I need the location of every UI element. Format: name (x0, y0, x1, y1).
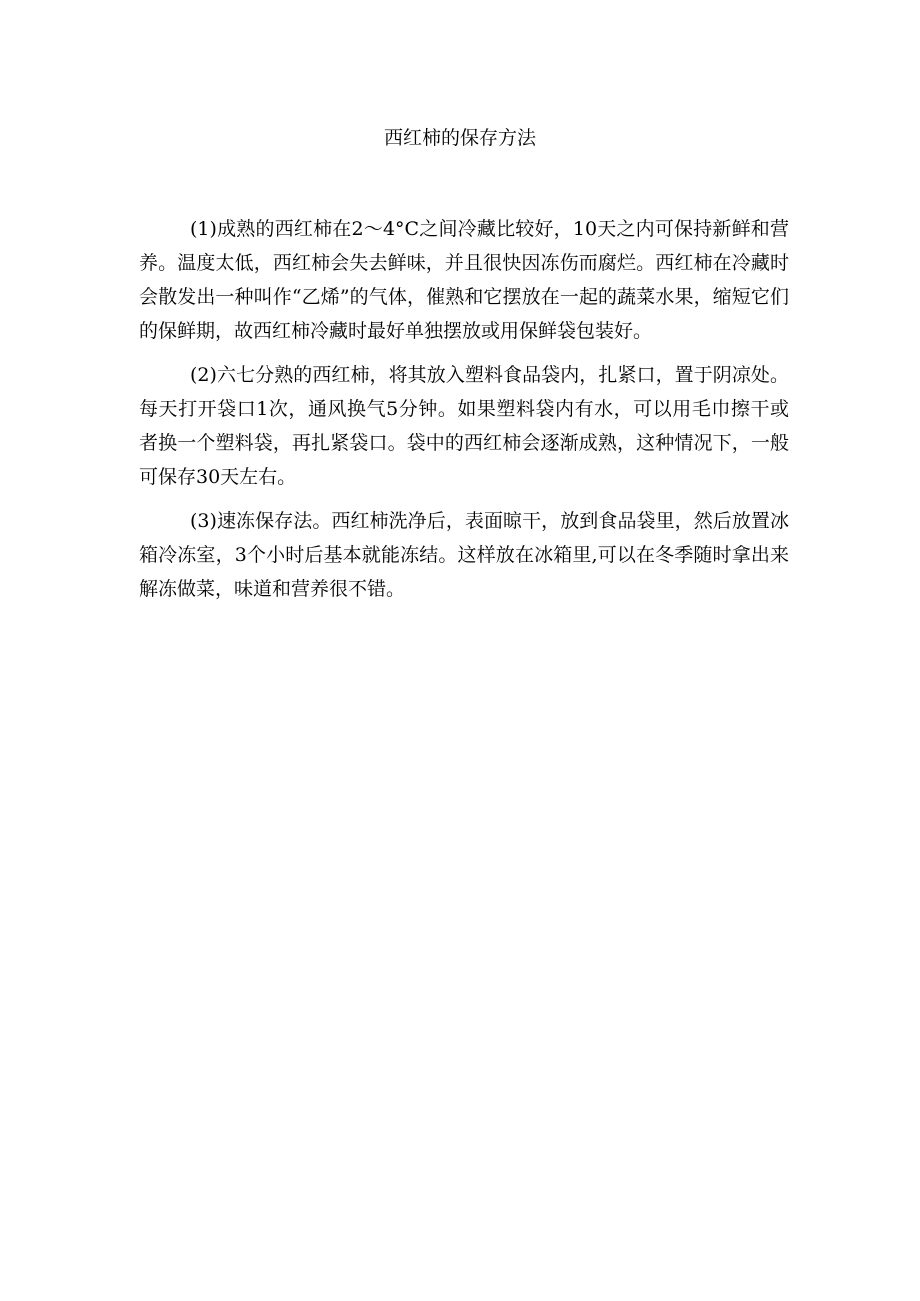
document-title: 西红柿的保存方法 (383, 127, 536, 149)
paragraph-3: (3)速冻保存法。西红柿洗净后，表面晾干，放到食品袋里，然后放置冰箱冷冻室，3个小时后基本就能冻结。这样放在冰箱里,可以在冬季随时拿出来解冻做菜，味道和营养很不错。 (139, 510, 789, 600)
paragraph-2: (2)六七分熟的西红柿，将其放入塑料食品袋内，扎紧口，置于阴凉处。每天打开袋口1次，通风换气5分钟。如果塑料袋内有水，可以用毛巾擦干或者换一个塑料袋，再扎紧袋口。袋中的西红柿会逐渐成熟，这种情况下，一般可保存30天左右。 (139, 364, 789, 488)
document-body (139, 212, 789, 606)
paragraph-1: (1)成熟的西红柿在2～4°C之间冷藏比较好，10天之内可保持新鲜和营养。温度太低，西红柿会失去鲜味，并且很快因冻伤而腐烂。西红柿在冷藏时会散发出一种叫作“乙烯”的气体，催熟和它摆放在一起的蔬菜水果，缩短它们的保鲜期，故西红柿冷藏时最好单独摆放或用保鲜袋包装好。 (139, 218, 789, 342)
